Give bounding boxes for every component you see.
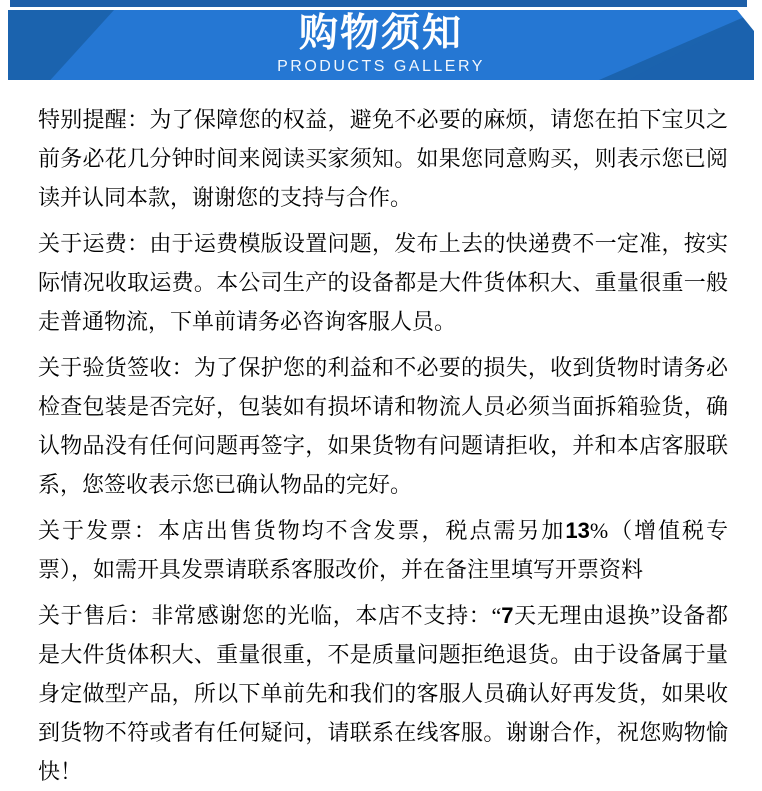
notice-body <box>0 88 762 791</box>
banner-top-strip <box>10 0 747 7</box>
notice-text-bold: 13 <box>565 518 590 543</box>
banner-main <box>8 10 754 80</box>
notice-text: 天无理由退换”设备都是大件货体积大、重量很重，不是质量问题拒绝退货。由于设备属于量身定做型产品，所以下单前先和我们的客服人员确认好再发货，如果收到货物不符或者有任何疑问，请联系在线客服。谢谢合作，祝您购物愉快！ <box>38 603 728 784</box>
header-banner <box>0 0 762 88</box>
notice-text: %（增值税专票），如需开具发票请联系客服改价，并在备注里填写开票资料 <box>38 518 728 582</box>
notice-paragraph <box>38 596 728 791</box>
notice-text: 关于售后：非常感谢您的光临，本店不支持：“ <box>38 603 502 628</box>
banner-left-wedge-decoration <box>8 10 114 80</box>
notice-paragraph <box>38 100 728 217</box>
notice-paragraph <box>38 511 728 589</box>
notice-text: 特别提醒：为了保障您的权益，避免不必要的麻烦，请您在拍下宝贝之前务必花几分钟时间来阅读买家须知。如果您同意购买，则表示您已阅读并认同本款，谢谢您的支持与合作。 <box>38 107 728 210</box>
notice-text: 关于运费：由于运费模版设置问题，发布上去的快递费不一定准，按实际情况收取运费。本公司生产的设备都是大件货体积大、重量很重一般走普通物流，下单前请务必咨询客服人员。 <box>38 231 728 334</box>
notice-paragraph <box>38 348 728 504</box>
notice-paragraph <box>38 224 728 341</box>
notice-text-bold: 7 <box>501 603 514 628</box>
notice-text: 关于发票：本店出售货物均不含发票，税点需另加 <box>38 518 566 543</box>
page-title: 购物须知 <box>298 12 463 56</box>
page-subtitle: PRODUCTS GALLERY <box>277 57 485 75</box>
notice-text: 关于验货签收：为了保护您的利益和不必要的损失，收到货物时请务必检查包装是否完好，包装如有损坏请和物流人员必须当面拆箱验货，确认物品没有任何问题再签字，如果货物有问题请拒收，并和本店客服联系，您签收表示您已确认物品的完好。 <box>38 355 728 497</box>
